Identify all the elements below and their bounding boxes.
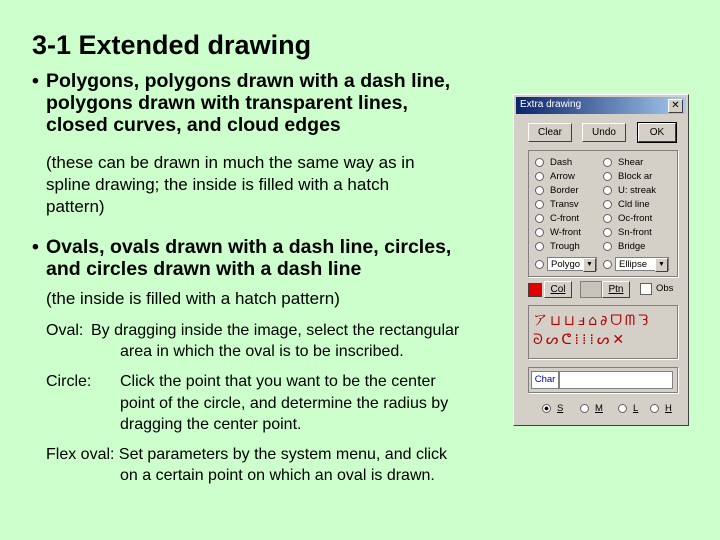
radio-c-front[interactable] — [535, 213, 579, 224]
col-label: Col — [550, 284, 566, 295]
line-type-group — [528, 150, 678, 277]
radio-circle-icon — [603, 158, 612, 167]
circle-term: Circle: — [46, 373, 92, 390]
radio-circle-icon — [535, 158, 544, 167]
bullet-line: Polygons, polygons drawn with a dash line, — [46, 70, 451, 92]
bullet-dot-icon: • — [32, 70, 39, 92]
bullet-dot-icon: • — [32, 236, 39, 258]
radio-label: Transv — [550, 199, 579, 210]
oval-term: Oval: — [46, 322, 84, 339]
hatch-row[interactable]: ア⊔⊔ⅎ⌂∂ᗜᗰᘊ — [533, 313, 652, 329]
radio-circle-icon — [535, 214, 544, 223]
ptn-label: Ptn — [608, 284, 624, 295]
col-button[interactable] — [544, 281, 572, 298]
chevron-down-icon[interactable]: ▼ — [655, 258, 668, 272]
bullet-polygons — [32, 70, 451, 136]
ok-button[interactable]: OK — [638, 123, 676, 142]
size-label: M — [595, 403, 603, 414]
radio-bridge[interactable] — [603, 241, 645, 252]
flex-oval-desc-2: on a certain point on which an oval is drawn. — [120, 467, 435, 484]
radio-circle-icon — [535, 172, 544, 181]
radio-label: Oc-front — [618, 213, 653, 224]
radio-circle-icon — [535, 186, 544, 195]
radio-block-ar[interactable] — [603, 171, 652, 182]
radio-circle-icon — [535, 228, 544, 237]
note-line: pattern) — [46, 197, 105, 216]
radio-label: Trough — [550, 241, 580, 252]
pattern-swatch[interactable] — [580, 281, 602, 298]
chevron-down-icon[interactable]: ▼ — [583, 258, 596, 272]
radio-circle-icon — [535, 200, 544, 209]
ptn-button[interactable] — [602, 281, 630, 298]
radio-selected-icon — [542, 404, 551, 413]
radio-label: Cld line — [618, 199, 650, 210]
radio-circle-icon — [603, 260, 612, 269]
ellipse-select[interactable] — [615, 257, 669, 271]
radio-shear[interactable] — [603, 157, 643, 168]
dialog-title: Extra drawing — [520, 99, 582, 110]
slide-title: 3-1 Extended drawing — [32, 30, 312, 60]
extra-drawing-dialog — [513, 94, 689, 426]
circle-desc-line: point of the circle, and determine the radius by — [120, 394, 449, 412]
obs-checkbox[interactable] — [640, 283, 652, 295]
color-swatch[interactable] — [528, 283, 542, 297]
hatch-row[interactable]: ᘐᔕᕦ⁞⁞⁞ᔕ✕ — [533, 332, 628, 348]
radio-trough[interactable] — [535, 241, 580, 252]
radio-circle-icon — [535, 260, 544, 269]
radio-circle-icon — [603, 242, 612, 251]
radio-dash[interactable] — [535, 157, 572, 168]
obs-label: Obs — [656, 283, 674, 294]
radio-circle-icon — [603, 200, 612, 209]
radio-transv[interactable] — [535, 199, 579, 210]
char-input[interactable] — [559, 371, 673, 389]
hatch-pattern-panel[interactable] — [528, 305, 678, 359]
radio-label: Sn-front — [618, 227, 652, 238]
radio-arrow[interactable] — [535, 171, 575, 182]
clear-button[interactable]: Clear — [528, 123, 572, 142]
radio-size-s[interactable] — [542, 403, 563, 414]
radio-circle-icon — [618, 404, 627, 413]
radio-circle-icon — [603, 172, 612, 181]
size-label: L — [633, 403, 639, 414]
note-line: (these can be drawn in much the same way as in — [46, 153, 415, 172]
radio-border[interactable] — [535, 185, 579, 196]
size-group — [528, 397, 676, 419]
polygon-select[interactable] — [547, 257, 597, 271]
radio-cld-line[interactable] — [603, 199, 650, 210]
radio-circle-icon — [603, 214, 612, 223]
bullet-line: and circles drawn with a dash line — [46, 258, 362, 280]
close-button[interactable]: ✕ — [668, 99, 683, 113]
radio-label: Block ar — [618, 171, 653, 182]
radio-label: Shear — [618, 157, 644, 168]
radio-w-front[interactable] — [535, 227, 581, 238]
size-label: H — [665, 403, 672, 414]
radio-label: U: streak — [618, 185, 657, 196]
radio-size-m[interactable] — [580, 403, 603, 414]
radio-circle-icon — [603, 228, 612, 237]
char-button[interactable]: Char — [531, 371, 559, 389]
dialog-titlebar[interactable] — [516, 97, 686, 114]
radio-circle-icon — [603, 186, 612, 195]
radio-streak[interactable] — [603, 185, 656, 196]
circle-desc-line: dragging the center point. — [120, 416, 302, 433]
radio-circle-icon — [650, 404, 659, 413]
ovals-note: (the inside is filled with a hatch pattern) — [46, 289, 340, 308]
bullet-line: polygons drawn with transparent lines, — [46, 92, 408, 114]
radio-oc-front[interactable] — [603, 213, 652, 224]
radio-label: Bridge — [618, 241, 646, 252]
radio-size-l[interactable] — [618, 403, 638, 414]
radio-circle-icon — [580, 404, 589, 413]
radio-label: Border — [550, 185, 579, 196]
oval-desc-1: By dragging inside the image, select the rectangular — [91, 322, 460, 339]
radio-label: C-front — [550, 213, 580, 224]
note-line: spline drawing; the inside is filled with a hatch — [46, 175, 390, 194]
radio-sn-front[interactable] — [603, 227, 652, 238]
bullet-line: closed curves, and cloud edges — [46, 114, 341, 136]
oval-desc-2: area in which the oval is to be inscribed. — [120, 343, 404, 360]
undo-button[interactable]: Undo — [582, 123, 626, 142]
radio-label: W-front — [550, 227, 581, 238]
polygon-select-value: Polygo — [551, 259, 581, 270]
bullet-ovals — [32, 236, 452, 280]
circle-desc — [120, 371, 448, 436]
ellipse-select-value: Ellipse — [619, 259, 647, 270]
char-panel — [528, 367, 678, 393]
flex-oval-desc-1: Flex oval: Set parameters by the system menu, and click — [46, 446, 448, 463]
radio-label: Dash — [550, 157, 573, 168]
polygons-note — [46, 152, 415, 218]
size-label: S — [557, 403, 564, 414]
radio-size-h[interactable] — [650, 403, 672, 414]
radio-circle-icon — [535, 242, 544, 251]
bullet-line: Ovals, ovals drawn with a dash line, circles, — [46, 236, 452, 258]
circle-desc-line: Click the point that you want to be the center — [120, 373, 436, 390]
radio-label: Arrow — [550, 171, 575, 182]
